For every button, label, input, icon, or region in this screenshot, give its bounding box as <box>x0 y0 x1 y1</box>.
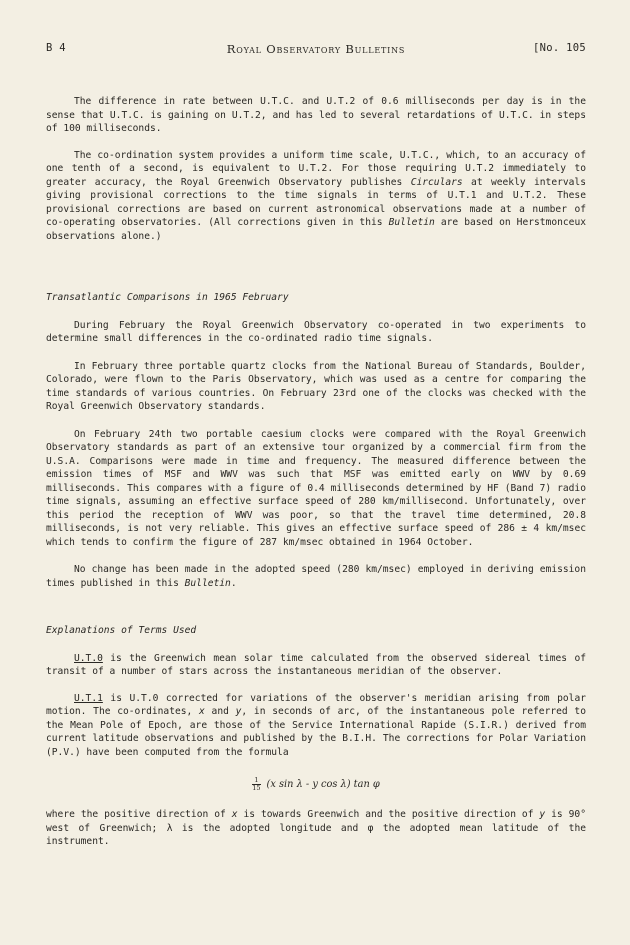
bulletin-text: Bulletin <box>388 217 435 228</box>
circulars-text: Circulars <box>410 176 463 188</box>
paragraph-adopted-speed: No change has been made in the adopted speed (280 km/msec) employed in deriving emission times published in this Bulletin. <box>46 564 586 589</box>
polar-variation-formula <box>46 777 586 792</box>
paragraph-coordination: The co-ordination system provides a uniform time scale, U.T.C., which, to an accuracy of one tenth of a second, is equivalent to U.T.2. For those requiring U.T.2 immediately to greater accuracy, the Royal Greenwich Observatory publishes Circulars at weekly intervals giving provisional corrections to the time signals in terms of U.T.1 and U.T.2. These provisional corrections are based on current astronomical observations made at a number of co-operating observatories. (All corrections given in this Bulletin are based on Herstmonceux observations alone.) <box>46 149 586 242</box>
paragraph-caesium-clocks: On February 24th two portable caesium clocks were compared with the Royal Greenwich Observatory standards as part of an extensive tour organized by a commercial firm from the U.S.A. Comparisons were made in time and frequency. The measured difference between the emission times of MSF and WWV was such that MSF was emitted early on WWV by 0.69 milliseconds. This compares with a figure of 0.4 milliseconds determined by HF (Band 7) radio time signals, assuming an effective surface speed of 280 km/millisecond. Unfortunately, over this period the reception of WWV was poor, so that the travel time determined, 20.8 milliseconds, is not very reliable. This gives an effective surface speed of 286 ± 4 km/msec which tends to confirm the figure of 287 km/msec obtained in 1964 October. <box>46 428 586 548</box>
formula-body: (x sin λ - y cos λ) tan φ <box>266 779 380 790</box>
bulletin-number: [No. 105 <box>533 42 586 54</box>
section-heading-transatlantic: Transatlantic Comparisons in 1965 February <box>46 292 289 303</box>
page-header <box>46 42 586 62</box>
section-heading-explanations: Explanations of Terms Used <box>46 625 197 636</box>
formula-fraction: $\frac{1}{15}$ <box>252 776 261 792</box>
paragraph-formula-definitions: where the positive direction of x is towards Greenwich and the positive direction of y is 90° west of Greenwich; λ is the adopted longitude and φ the adopted mean latitude of the instrument. <box>46 809 586 847</box>
paragraph-utc-rate: The difference in rate between U.T.C. and U.T.2 of 0.6 milliseconds per day is in the sense that U.T.C. is gaining on U.T.2, and has led to several retardations of U.T.C. in steps of 100 milliseconds. <box>46 96 586 134</box>
page-label: B 4 <box>46 42 66 54</box>
paragraph-quartz-clocks: In February three portable quartz clocks from the National Bureau of Standards, Boulder, Colorado, were flown to the Paris Observatory, which was used as a centre for comparing the time standards of various countries. On February 23rd one of the clocks was checked with the Royal Greenwich Observatory standards. <box>46 360 586 412</box>
paragraph-ut0: U.T.0 is the Greenwich mean solar time calculated from the observed sidereal times of transit of a number of stars across the instantaneous meridian of the observer. <box>46 652 586 677</box>
paragraph-experiments: During February the Royal Greenwich Observatory co-operated in two experiments to determine small differences in the co-ordinated radio time signals. <box>46 319 586 344</box>
bulletin-text: Bulletin <box>184 577 231 589</box>
term-ut1: U.T.1 <box>74 692 103 704</box>
term-ut0: U.T.0 <box>74 652 103 664</box>
paragraph-ut1: U.T.1 is U.T.0 corrected for variations of the observer's meridian arising from polar motion. The co-ordinates, x and y, in seconds of arc, of the instantaneous pole referred to the Mean Pole of Epoch, are those of the Service International Rapide (S.I.R.) derived from current latitude observations and published by the B.I.H. The corrections for Polar Variation (P.V.) have been computed from the formula <box>46 692 586 758</box>
bulletin-title: Royal Observatory Bulletins <box>226 42 406 56</box>
